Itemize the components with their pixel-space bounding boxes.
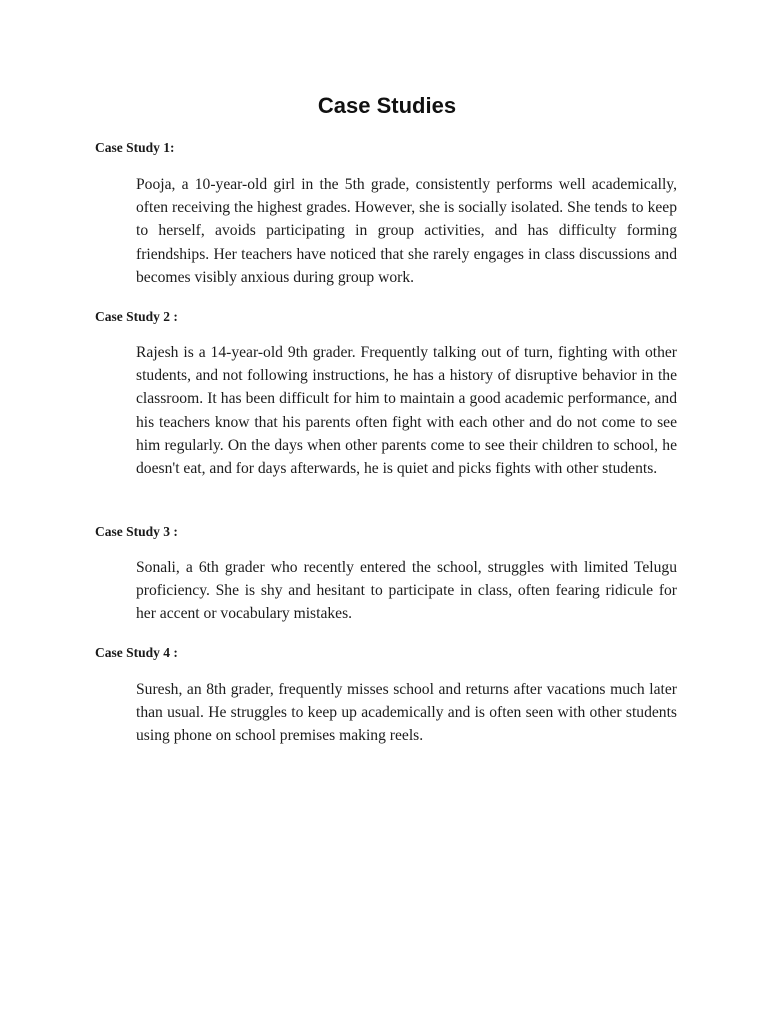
case-study-1-heading: Case Study 1: bbox=[95, 140, 175, 155]
case-study-2-heading: Case Study 2 : bbox=[95, 309, 178, 324]
page-title: Case Studies bbox=[317, 93, 457, 118]
case-study-4-heading: Case Study 4 : bbox=[95, 645, 178, 660]
case-study-4-body: Suresh, an 8th grader, frequently misses school and returns after vacations much later than usual. He struggles to keep up academically and is often seen with other students using phone on school premises making reels. bbox=[136, 681, 677, 745]
case-study-3-body: Sonali, a 6th grader who recently entered the school, struggles with limited Telugu proficiency. She is shy and hesitant to participate in class, often fearing ridicule for her accent or vocabulary mistakes. bbox=[136, 559, 677, 623]
case-study-2-body: Rajesh is a 14-year-old 9th grader. Frequently talking out of turn, fighting with other students, and not following instructions, he has a history of disruptive behavior in the classroom. It has been difficult for him to maintain a good academic performance, and his teachers know that his parents often fight with each other and do not come to see him regularly. On the days when other parents come to see their children to school, he doesn't eat, and for days afterwards, he is quiet and picks fights with other students. bbox=[136, 344, 677, 478]
case-study-3-heading: Case Study 3 : bbox=[95, 524, 178, 539]
case-study-1-body: Pooja, a 10-year-old girl in the 5th grade, consistently performs well academically, often receiving the highest grades. However, she is socially isolated. She tends to keep to herself, avoids participating in group activities, and has difficulty forming friendships. Her teachers have noticed that she rarely engages in class discussions and becomes visibly anxious during group work. bbox=[136, 176, 677, 286]
